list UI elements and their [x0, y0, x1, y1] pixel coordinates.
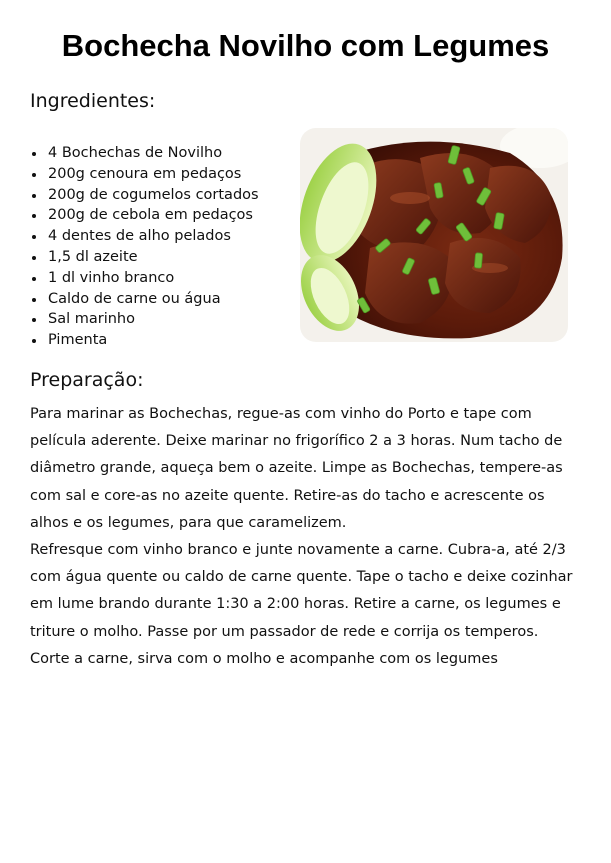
- preparation-heading: Preparação:: [30, 369, 144, 391]
- list-item: 1,5 dl azeite: [30, 247, 259, 268]
- list-item: 200g cenoura em pedaços: [30, 164, 259, 185]
- preparation-paragraph: Refresque com vinho branco e junte novamente a carne. Cubra-a, até 2/3 com água quente ou caldo de carne quente. Tape o tacho e deixe cozinhar em lume brando durante 1:30 a 2:00 horas. Retire a carne, os legumes e triture o molho. Passe por um passador de rede e corrija os temperos.: [30, 542, 573, 640]
- ingredients-list: [30, 143, 259, 351]
- list-item: Sal marinho: [30, 309, 259, 330]
- preparation-paragraph: Corte a carne, sirva com o molho e acompanhe com os legumes: [30, 650, 498, 667]
- list-item: 200g de cogumelos cortados: [30, 185, 259, 206]
- list-item: Caldo de carne ou água: [30, 289, 259, 310]
- list-item: 4 dentes de alho pelados: [30, 226, 259, 247]
- page-title: Bochecha Novilho com Legumes: [61, 28, 550, 63]
- dish-photo: [300, 128, 568, 342]
- ingredients-heading: Ingredientes:: [30, 90, 156, 112]
- list-item: 200g de cebola em pedaços: [30, 205, 259, 226]
- list-item: Pimenta: [30, 330, 259, 351]
- list-item: 4 Bochechas de Novilho: [30, 143, 259, 164]
- preparation-text: [30, 401, 580, 673]
- preparation-paragraph: Para marinar as Bochechas, regue-as com vinho do Porto e tape com película aderente. Deixe marinar no frigorífico 2 a 3 horas. Num tacho de diâmetro grande, aqueça bem o azeite. Limpe as Bochechas, tempere-as com sal e core-as no azeite quente. Retire-as do tacho e acrescente os alhos e os legumes, para que caramelizem.: [30, 406, 563, 531]
- list-item: 1 dl vinho branco: [30, 268, 259, 289]
